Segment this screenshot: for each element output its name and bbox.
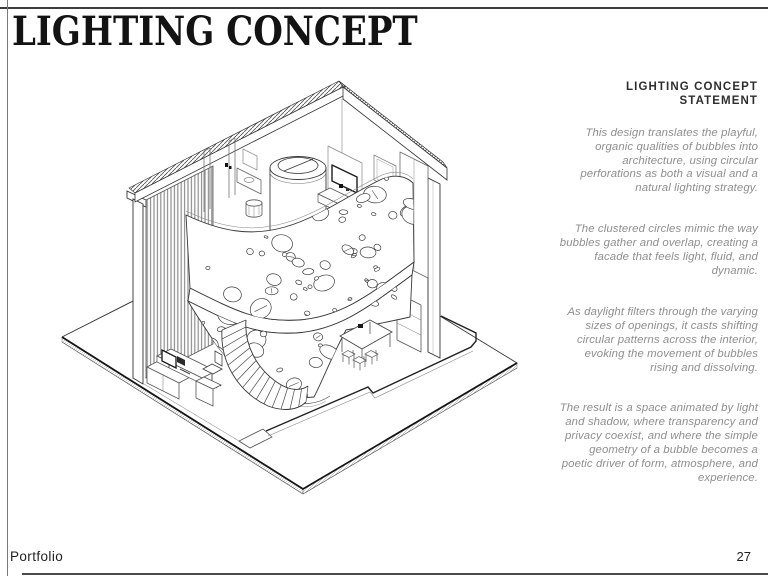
- page-number: 27: [736, 549, 751, 564]
- axonometric-drawing: [40, 68, 560, 520]
- page-title: LIGHTING CONCEPT: [12, 8, 418, 55]
- statement-heading: [558, 80, 758, 109]
- footer-label: Portfolio: [10, 549, 64, 564]
- mirror: [243, 149, 257, 170]
- bottom-rule: [22, 573, 768, 575]
- lighting-concept-axonometric-svg: [40, 68, 560, 520]
- sink-counter: [237, 168, 261, 194]
- statement-column: [558, 80, 758, 513]
- right-wall: [428, 178, 440, 358]
- statement-heading-line1: LIGHTING CONCEPT: [626, 81, 758, 93]
- statement-paragraph: The result is a space animated by light and shadow, where transparency and privacy coexist, and where the simple geometry of a bubble becomes a poetic driver of form, atmosphere, and experience.: [559, 402, 758, 484]
- statement-body: [558, 127, 758, 486]
- statement-paragraph: This design translates the playful, organic qualities of bubbles into architecture, using circular perforations as both a visual and a natural lighting strategy.: [580, 126, 758, 195]
- statement-heading-line2: STATEMENT: [679, 95, 758, 108]
- left-rule: [7, 0, 8, 576]
- statement-paragraph: As daylight filters through the varying sizes of openings, it casts shifting circular patterns across the interior, evoking the movement of bubbles rising and dissolving.: [567, 305, 758, 374]
- statement-paragraph: The clustered circles mimic the way bubbles gather and overlap, creating a facade that feels light, fluid, and dynamic.: [559, 223, 758, 277]
- pouf: [246, 200, 262, 217]
